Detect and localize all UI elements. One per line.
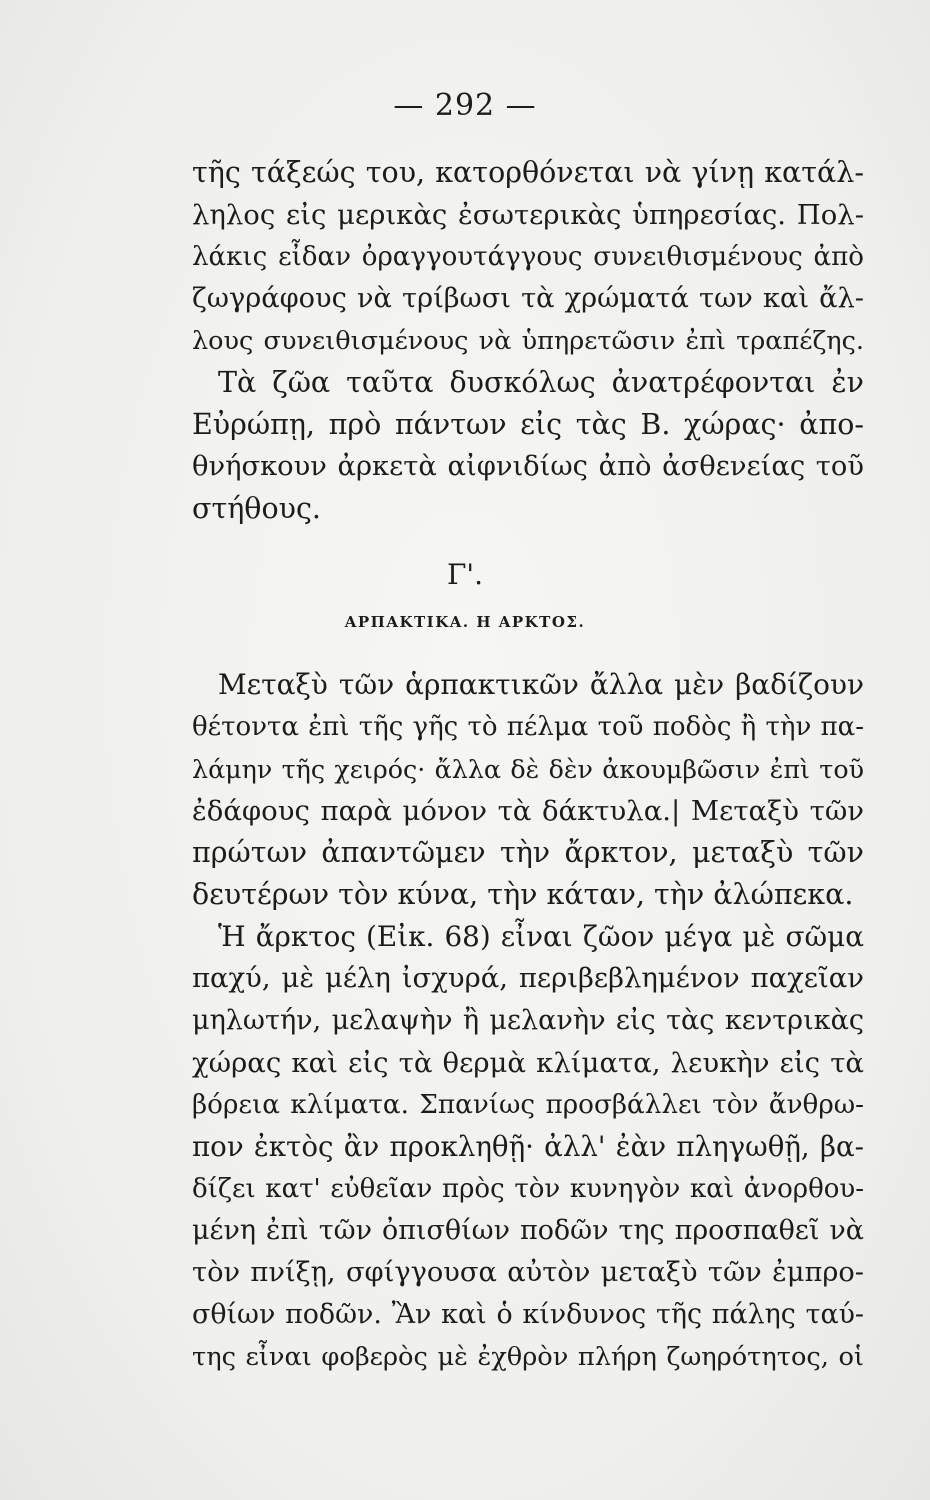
- text-line: Εὐρώπῃ, πρὸ πάντων εἰς τὰς Β. χώρας· ἀπο-: [192, 408, 864, 441]
- text-line: στήθους.: [192, 492, 321, 525]
- text-line: Ἡ ἄρκτος (Εἰκ. 68) εἶναι ζῶον μέγα μὲ σῶμα: [218, 920, 864, 953]
- text-line: Μεταξὺ τῶν ἁρπακτικῶν ἄλλα μὲν βαδίζουν: [218, 668, 864, 701]
- section-letter: Γ'.: [446, 558, 484, 591]
- text-line: βόρεια κλίματα. Σπανίως προσβάλλει τὸν ἄνθρω-: [192, 1090, 864, 1120]
- text-line: πρώτων ἀπαντῶμεν τὴν ἄρκτον, μεταξὺ τῶν: [192, 836, 864, 869]
- text-line: παχύ, μὲ μέλη ἰσχυρά, περιβεβλημένον παχεῖαν: [192, 963, 864, 994]
- text-line: Τὰ ζῶα ταῦτα δυσκόλως ἀνατρέφονται ἐν: [218, 366, 864, 399]
- page-number: — 292 —: [393, 88, 537, 123]
- text-line: της εἶναι φοβερὸς μὲ ἐχθρὸν πλήρη ζωηρότητος, οἱ: [192, 1342, 864, 1372]
- text-line: τὸν πνίξῃ, σφίγγουσα αὐτὸν μεταξὺ τῶν ἐμπρο-: [192, 1257, 864, 1288]
- text-line: δίζει κατ' εὐθεῖαν πρὸς τὸν κυνηγὸν καὶ ἀνορθου-: [192, 1174, 864, 1204]
- paragraph-2: [192, 664, 864, 1378]
- text-line: δευτέρων τὸν κύνα, τὴν κάταν, τὴν ἀλώπεκα.: [192, 878, 854, 911]
- text-line: πον ἐκτὸς ἂν προκληθῇ· ἀλλ' ἐὰν πληγωθῇ, βα-: [192, 1130, 864, 1163]
- text-line: ζωγράφους νὰ τρίβωσι τὰ χρώματά των καὶ ἄλ-: [192, 283, 864, 314]
- text-line: λάκις εἶδαν ὀραγγουτάγγους συνειθισμένους ἀπὸ: [192, 242, 864, 272]
- text-line: μένη ἐπὶ τῶν ὀπισθίων ποδῶν της προσπαθεῖ νὰ: [192, 1215, 864, 1246]
- text-line: μηλωτήν, μελαψὴν ἢ μελανὴν εἰς τὰς κεντρικὰς: [192, 1005, 864, 1036]
- text-line: ἐδάφους παρὰ μόνον τὰ δάκτυλα.| Μεταξὺ τῶν: [192, 795, 864, 827]
- paragraph-1: [192, 152, 864, 530]
- text-line: χώρας καὶ εἰς τὰ θερμὰ κλίματα, λευκὴν εἰς τὰ: [192, 1047, 864, 1079]
- section-title: ΑΡΠΑΚΤΙΚΑ. Η ΑΡΚΤΟΣ.: [344, 613, 586, 631]
- text-line: θέτοντα ἐπὶ τῆς γῆς τὸ πέλμα τοῦ ποδὸς ἢ τὴν πα-: [192, 712, 864, 742]
- text-line: σθίων ποδῶν. Ἂν καὶ ὁ κίνδυνος τῆς πάλης ταύ-: [192, 1299, 864, 1330]
- text-line: ληλος εἰς μερικὰς ἐσωτερικὰς ὑπηρεσίας. Πολ-: [192, 199, 864, 231]
- text-line: τῆς τάξεώς του, κατορθόνεται νὰ γίνῃ κατάλ-: [192, 156, 864, 189]
- text-line: λους συνειθισμένους νὰ ὑπηρετῶσιν ἐπὶ τραπέζης.: [192, 326, 864, 356]
- text-line: λάμην τῆς χειρός· ἄλλα δὲ δὲν ἀκουμβῶσιν ἐπὶ τοῦ: [192, 754, 864, 784]
- text-line: θνήσκουν ἀρκετὰ αἰφνιδίως ἀπὸ ἀσθενείας τοῦ: [192, 451, 864, 482]
